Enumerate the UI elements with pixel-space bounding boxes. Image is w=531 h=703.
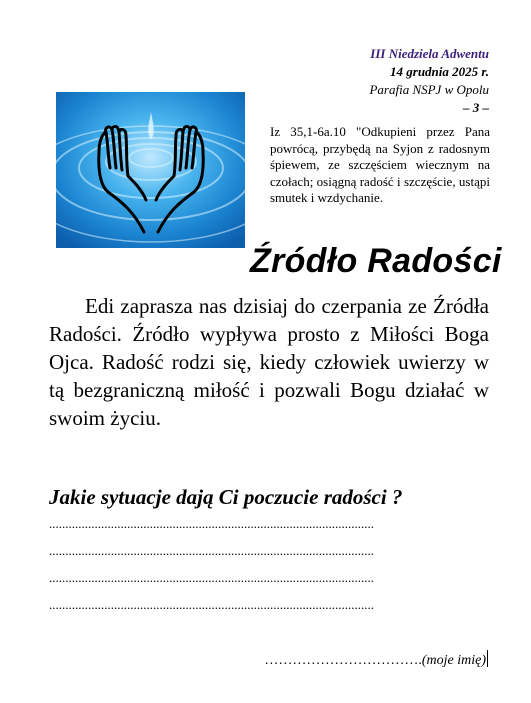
scripture-quote: Iz 35,1-6a.10 "Odkupieni przez Pana powrócą, przybędą na Syjon z radosnym śpiewem, ze szczęściem wiecznym na czołach; osiągną radość i szczęście, ustąpi smutek i wzdychanie. bbox=[270, 124, 490, 205]
answer-line[interactable]: .................................................................................................... bbox=[49, 543, 374, 558]
signature-field[interactable] bbox=[264, 650, 488, 669]
reflection-question: Jakie sytuacje dają Ci poczucie radości ? bbox=[49, 485, 403, 509]
main-paragraph-text: Edi zaprasza nas dzisiaj do czerpania ze Źródła Radości. Źródło wypływa prosto z Miłości Boga Ojca. Radość rodzi się, kiedy człowiek uwierzy w tą bezgraniczną miłość i pozwali Bogu działać w swoim życiu. bbox=[49, 294, 489, 430]
answer-line[interactable]: .................................................................................................... bbox=[49, 516, 374, 531]
date: 14 grudnia 2025 r. bbox=[390, 64, 489, 79]
sunday-title: III Niedziela Adwentu bbox=[370, 46, 489, 61]
answer-line[interactable]: .................................................................................................... bbox=[49, 597, 374, 612]
main-paragraph bbox=[49, 292, 489, 432]
header-info bbox=[369, 45, 489, 117]
text-cursor bbox=[487, 650, 488, 667]
hands-water-icon bbox=[56, 92, 245, 248]
signature-label: (moje imię) bbox=[421, 653, 486, 668]
page-number: – 3 – bbox=[463, 100, 489, 115]
answer-line[interactable]: .................................................................................................... bbox=[49, 570, 374, 585]
water-hands-image bbox=[56, 92, 245, 248]
page-title: Źródło Radości bbox=[250, 242, 502, 280]
parish-name: Parafia NSPJ w Opolu bbox=[369, 82, 489, 97]
signature-dots[interactable]: ……………………………. bbox=[264, 653, 422, 668]
